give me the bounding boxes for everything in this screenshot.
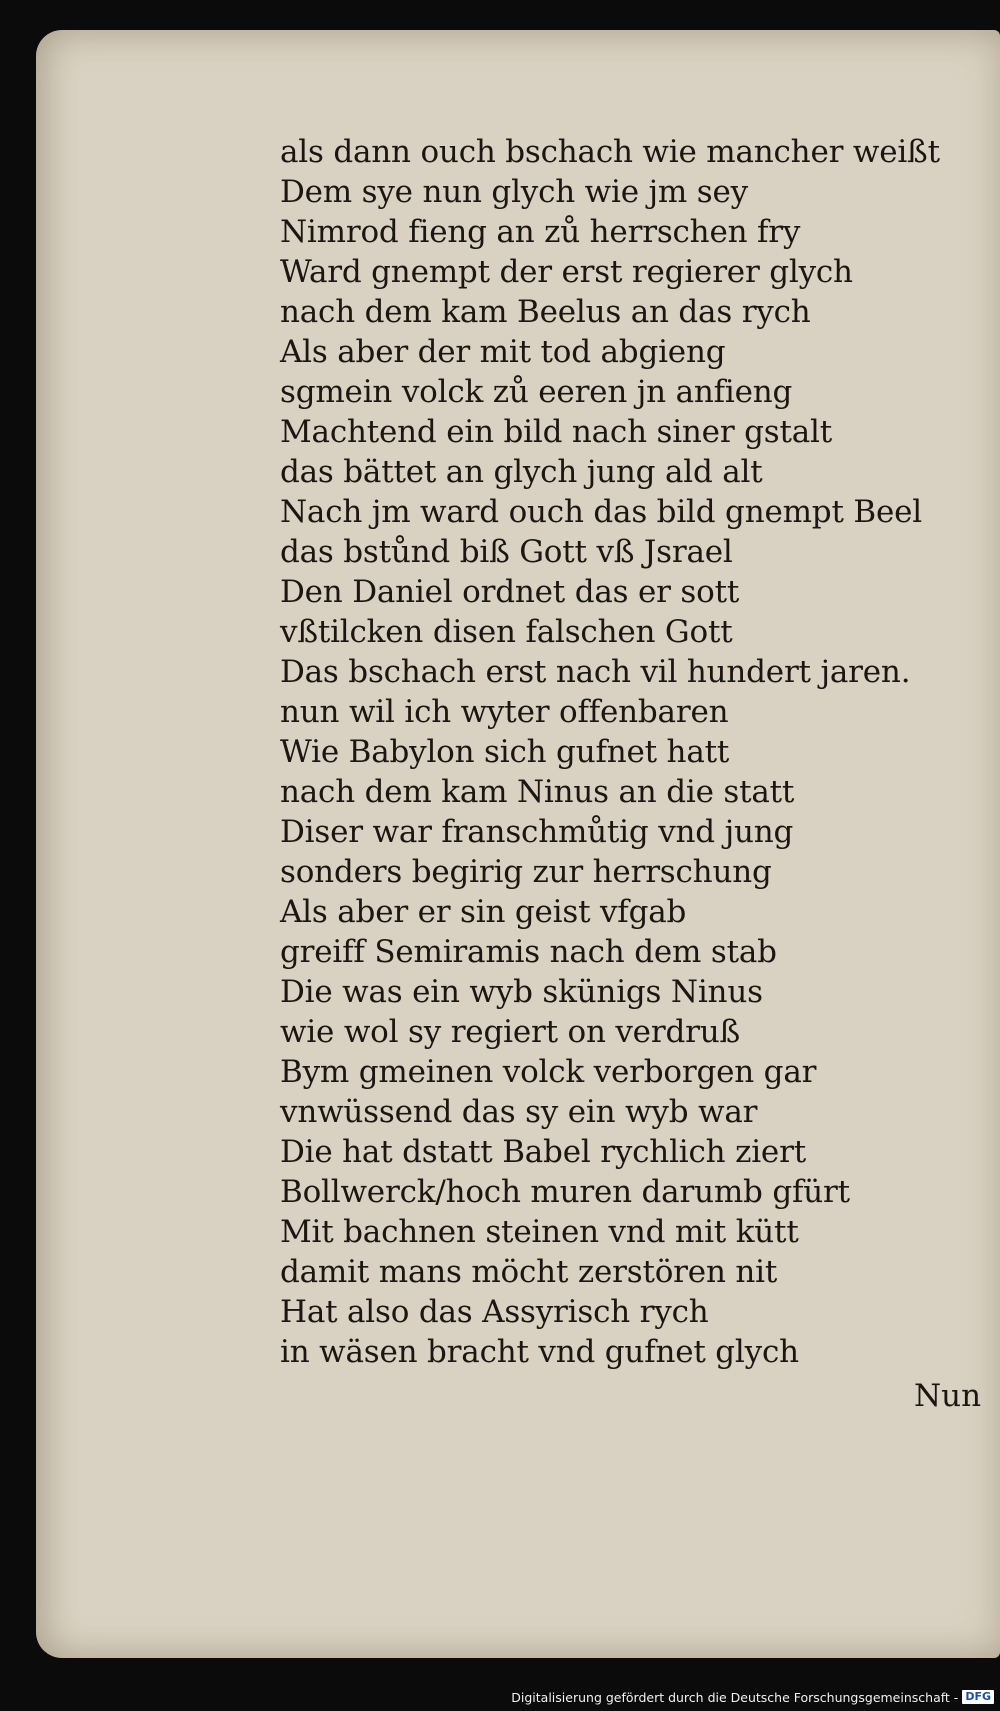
verse-line: als dann ouch bschach wie mancher weißt [280, 134, 940, 170]
credit-text: Digitalisierung gefördert durch die Deutsche Forschungsgemeinschaft - [511, 1689, 959, 1705]
verse-line: Diser war franschmůtig vnd jung [280, 814, 794, 850]
verse-line: Als aber er sin geist vfgab [280, 894, 687, 930]
verse-line: Nimrod fieng an zů herrschen fry [280, 214, 801, 250]
verse-line: nach dem kam Beelus an das rych [280, 294, 811, 330]
verse-line: Nach jm ward ouch das bild gnempt Beel [280, 494, 922, 530]
verse-line: Bym gmeinen volck verborgen gar [280, 1054, 817, 1090]
verse-line: sonders begirig zur herrschung [280, 854, 772, 890]
verse-line: damit mans möcht zerstören nit [280, 1254, 778, 1290]
verse-line: vnwüssend das sy ein wyb war [280, 1094, 758, 1130]
verse-line: Dem sye nun glych wie jm sey [280, 174, 748, 210]
verse-line: sgmein volck zů eeren jn anfieng [280, 374, 793, 410]
verse-line: nun wil ich wyter offenbaren [280, 694, 729, 730]
verse-line: das bättet an glych jung ald alt [280, 454, 763, 490]
verse-line: Machtend ein bild nach siner gstalt [280, 414, 832, 450]
verse-line: wie wol sy regiert on verdruß [280, 1014, 740, 1050]
verse-line: Den Daniel ordnet das er sott [280, 574, 740, 610]
dfg-logo: DFG [962, 1690, 994, 1704]
book-page [36, 30, 1000, 1658]
verse-line: Wie Babylon sich gufnet hatt [280, 734, 730, 770]
verse-line: vßtilcken disen falschen Gott [280, 614, 733, 650]
verse-line: Ward gnempt der erst regierer glych [280, 254, 853, 290]
verse-text-block [280, 132, 940, 1372]
catchword: Nun [914, 1378, 982, 1414]
verse-line: das bstůnd biß Gott vß Jsrael [280, 534, 733, 570]
verse-line: Mit bachnen steinen vnd mit kütt [280, 1214, 799, 1250]
verse-line: Als aber der mit tod abgieng [280, 334, 726, 370]
verse-line: in wäsen bracht vnd gufnet glych [280, 1334, 799, 1370]
verse-line: Die was ein wyb skünigs Ninus [280, 974, 763, 1010]
verse-line: Bollwerck/hoch muren darumb gfürt [280, 1174, 850, 1210]
verse-line: Die hat dstatt Babel rychlich ziert [280, 1134, 806, 1170]
verse-line: greiff Semiramis nach dem stab [280, 934, 777, 970]
verse-line: nach dem kam Ninus an die statt [280, 774, 795, 810]
digitization-credit [511, 1687, 994, 1707]
verse-line: Das bschach erst nach vil hundert jaren. [280, 654, 911, 690]
verse-line: Hat also das Assyrisch rych [280, 1294, 709, 1330]
